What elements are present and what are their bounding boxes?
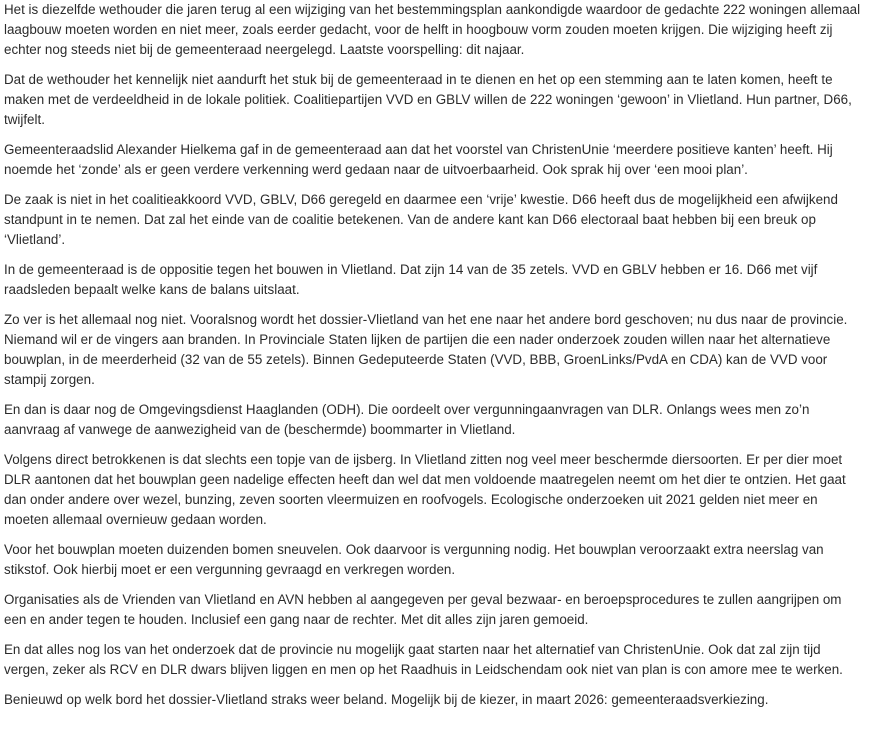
article-paragraph-6: Zo ver is het allemaal nog niet. Vooralsnog wordt het dossier-Vlietland van het ene naar het andere bord geschoven; nu dus naar de provincie. Niemand wil er de vingers aan branden. In Provinciale Staten lijken de partijen die een nader onderzoek zouden willen naar het alternatieve bouwplan, in de meerderheid (32 van de 55 zetels). Binnen Gedeputeerde Staten (VVD, BBB, GroenLinks/PvdA en CDA) kan de VVD voor stampij zorgen.: [4, 312, 848, 387]
article-paragraph-4: De zaak is niet in het coalitieakkoord VVD, GBLV, D66 geregeld en daarmee een ‘vrije’ kwestie. D66 heeft dus de mogelijkheid een afwijkend standpunt in te nemen. Dat zal het einde van de coalitie betekenen. Van de andere kant kan D66 electoraal baat hebben bij een breuk op ‘Vlietland’.: [4, 192, 838, 247]
article-paragraph-3: Gemeenteraadslid Alexander Hielkema gaf in de gemeenteraad aan dat het voorstel van ChristenUnie ‘meerdere positieve kanten’ heeft. Hij noemde het ‘zonde’ als er geen verdere verkenning werd gedaan naar de uitvoerbaarheid. Ook sprak hij over ‘een mooi plan’.: [4, 142, 833, 177]
article-paragraph-2: Dat de wethouder het kennelijk niet aandurft het stuk bij de gemeenteraad in te dienen en het op een stemming aan te laten komen, heeft te maken met de verdeeldheid in de lokale politiek. Coalitiepartijen VVD en GBLV willen de 222 woningen ‘gewoon’ in Vlietland. Hun partner, D66, twijfelt.: [4, 72, 852, 127]
article-paragraph-9: Voor het bouwplan moeten duizenden bomen sneuvelen. Ook daarvoor is vergunning nodig. Het bouwplan veroorzaakt extra neerslag van stikstof. Ook hierbij moet er een vergunning gevraagd en verkregen worden.: [4, 542, 824, 577]
article-paragraph-12: Benieuwd op welk bord het dossier-Vlietland straks weer beland. Mogelijk bij de kiezer, in maart 2026: gemeenteraadsverkiezing.: [4, 692, 769, 707]
article-paragraph-5: In de gemeenteraad is de oppositie tegen het bouwen in Vlietland. Dat zijn 14 van de 35 zetels. VVD en GBLV hebben er 16. D66 met vijf raadsleden bepaalt welke kans de balans uitslaat.: [4, 262, 818, 297]
article-paragraph-10: Organisaties als de Vrienden van Vlietland en AVN hebben al aangegeven per geval bezwaar- en beroepsprocedures te zullen aangrijpen om een en ander tegen te houden. Inclusief een gang naar de rechter. Met dit alles zijn jaren gemoeid.: [4, 592, 842, 627]
article-paragraph-11: En dat alles nog los van het onderzoek dat de provincie nu mogelijk gaat starten naar het alternatief van ChristenUnie. Ook dat zal zijn tijd vergen, zeker als RCV en DLR dwars blijven liggen en men op het Raadhuis in Leidschendam ook niet van plan is con amore mee te werken.: [4, 642, 843, 677]
article-paragraph-8: Volgens direct betrokkenen is dat slechts een topje van de ijsberg. In Vlietland zitten nog veel meer beschermde diersoorten. Er per dier moet DLR aantonen dat het bouwplan geen nadelige effecten heeft dan wel dat men voldoende maatregelen neemt om het dier te ontzien. Het gaat dan onder andere over wezel, bunzing, zeven soorten vleermuizen en roofvogels. Ecologische onderzoeken uit 2021 gelden niet meer en moeten allemaal overnieuw gedaan worden.: [4, 452, 846, 527]
article-paragraph-7: En dan is daar nog de Omgevingsdienst Haaglanden (ODH). Die oordeelt over vergunningaanvragen van DLR. Onlangs wees men zo’n aanvraag af vanwege de aanwezigheid van de (beschermde) boommarter in Vlietland.: [4, 402, 810, 437]
article-paragraph-1: Het is diezelfde wethouder die jaren terug al een wijziging van het bestemmingsplan aankondigde waardoor de gedachte 222 woningen allemaal laagbouw moeten worden en niet meer, zoals eerder gedacht, voor de helft in hoogbouw vorm zouden moeten krijgen. Die wijziging heeft zij echter nog steeds niet bij de gemeenteraad neergelegd. Laatste voorspelling: dit najaar.: [4, 2, 861, 57]
